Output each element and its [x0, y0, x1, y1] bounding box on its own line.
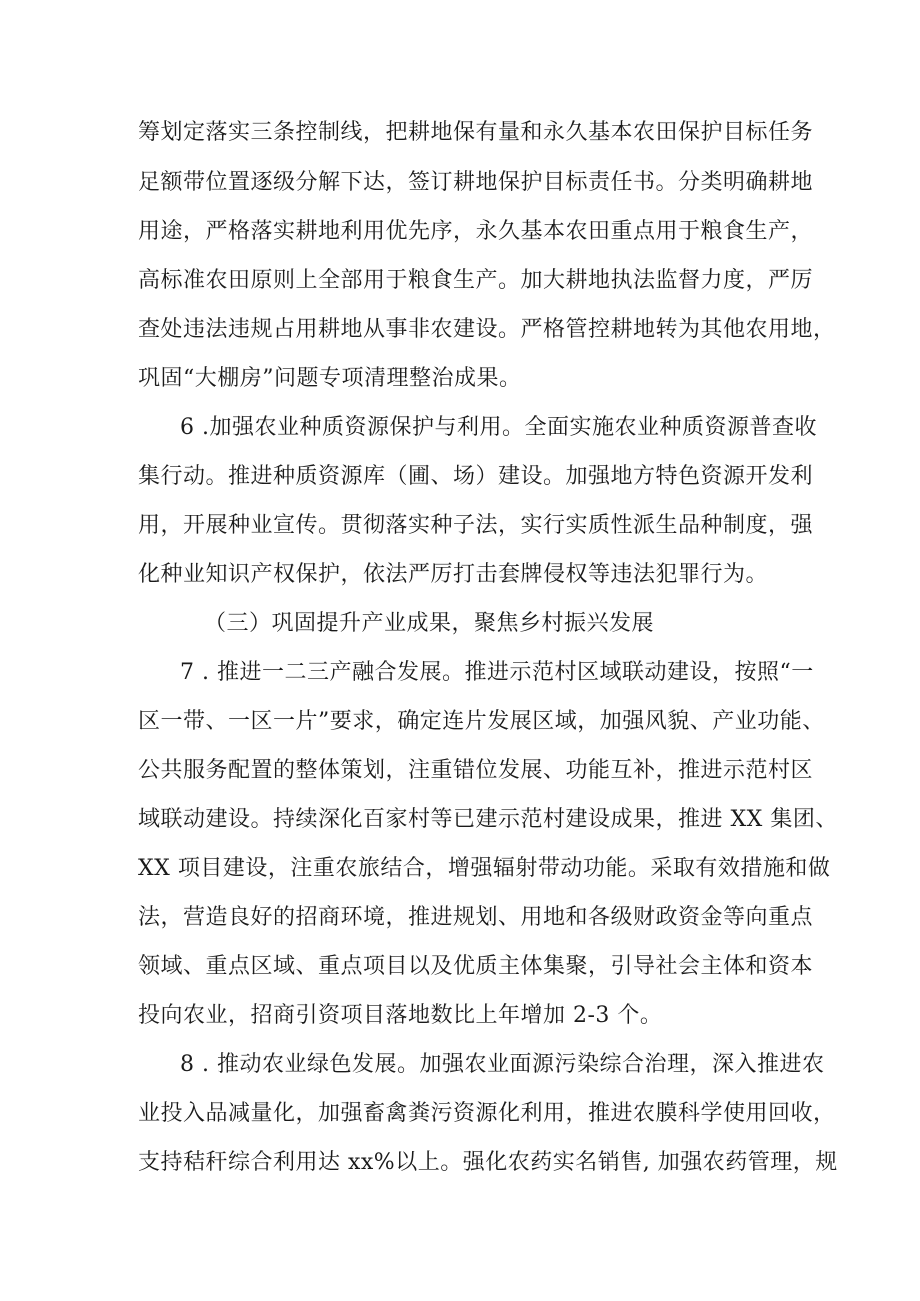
section-heading: （三）巩固提升产业成果，聚焦乡村振兴发展: [204, 611, 655, 636]
paragraph-line: 投向农业，招商引资项目落地数比上年增加 2-3 个。: [138, 1003, 663, 1028]
paragraph-line-item-8: 8 . 推动农业绿色发展。加强农业面源污染综合治理，深入推进农: [180, 1052, 825, 1077]
paragraph-line: 域联动建设。持续深化百家村等已建示范村建设成果，推进 XX 集团、: [138, 807, 838, 832]
paragraph-line: 化种业知识产权保护，依法严厉打击套牌侵权等违法犯罪行为。: [138, 562, 769, 587]
paragraph-line-item-7: 7 . 推进一二三产融合发展。推进示范村区域联动建设，按照“一: [180, 660, 814, 685]
paragraph-line: 集行动。推进种质资源库（圃、场）建设。加强地方特色资源开发利: [138, 464, 814, 489]
paragraph-line: 区一带、一区一片”要求，确定连片发展区域，加强风貌、产业功能、: [138, 709, 825, 734]
paragraph-line-item-6: 6 .加强农业种质资源保护与利用。全面实施农业种质资源普查收: [180, 415, 817, 440]
paragraph-line: 查处违法违规占用耕地从事非农建设。严格管控耕地转为其他农用地，: [138, 317, 836, 342]
paragraph-line: 业投入品减量化，加强畜禽粪污资源化利用，推进农膜科学使用回收，: [138, 1101, 836, 1126]
paragraph-line: 足额带位置逐级分解下达，签订耕地保护目标责任书。分类明确耕地: [138, 170, 814, 195]
paragraph-line: 支持秸秆综合利用达 xx%以上。强化农药实名销售, 加强农药管理，规: [138, 1150, 838, 1175]
paragraph-line: 用途，严格落实耕地利用优先序，永久基本农田重点用于粮食生产，: [138, 219, 814, 244]
paragraph-line: 筹划定落实三条控制线，把耕地保有量和永久基本农田保护目标任务: [138, 120, 814, 145]
paragraph-line: 领域、重点区域、重点项目以及优质主体集聚，引导社会主体和资本: [138, 954, 814, 979]
paragraph-line: 用，开展种业宣传。贯彻落实种子法，实行实质性派生品种制度，强: [138, 513, 814, 538]
paragraph-line: 高标准农田原则上全部用于粮食生产。加大耕地执法监督力度，严厉: [138, 268, 814, 293]
paragraph-line: 巩固“大棚房”问题专项清理整治成果。: [138, 366, 522, 391]
paragraph-line: 法，营造良好的招商环境，推进规划、用地和各级财政资金等向重点: [138, 905, 814, 930]
paragraph-line: 公共服务配置的整体策划，注重错位发展、功能互补，推进示范村区: [138, 758, 814, 783]
paragraph-line: XX 项目建设，注重农旅结合，增强辐射带动功能。采取有效措施和做: [138, 856, 831, 881]
